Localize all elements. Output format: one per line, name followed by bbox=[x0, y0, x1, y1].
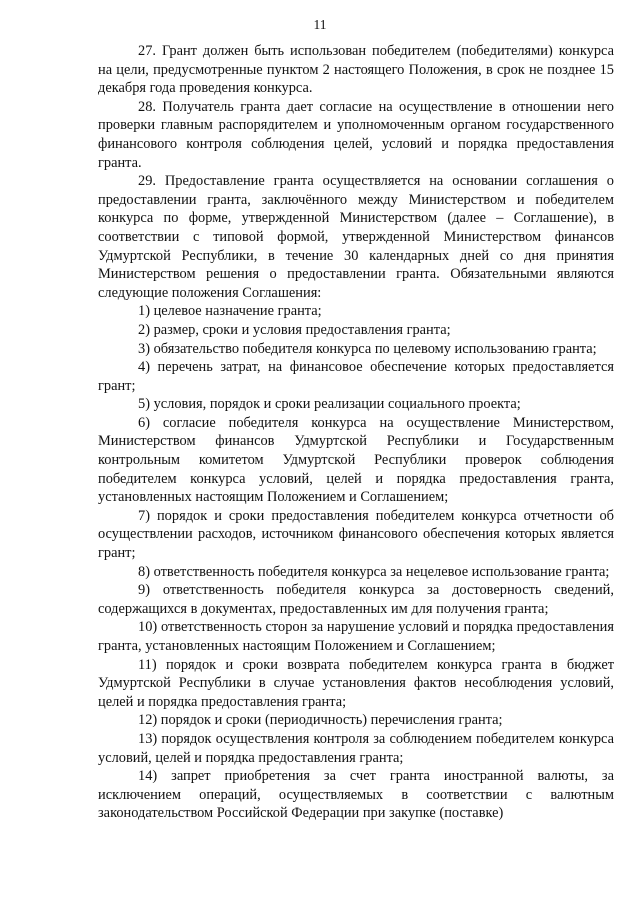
list-item: 1) целевое назначение гранта; bbox=[138, 303, 322, 320]
list-item: 4) перечень затрат, на финансовое обеспечение которых предоставляется грант; bbox=[98, 359, 614, 394]
document-body bbox=[98, 42, 614, 823]
list-item: 9) ответственность победителя конкурса за достоверность сведений, содержащихся в документах, предоставленных им для получения гранта; bbox=[98, 582, 614, 617]
list-item: 12) порядок и сроки (периодичность) перечисления гранта; bbox=[138, 712, 503, 729]
list-item: 8) ответственность победителя конкурса за нецелевое использование гранта; bbox=[138, 563, 610, 580]
paragraph-29: 29. Предоставление гранта осуществляется на основании соглашения о предоставлении гранта, заключённого между Министерством и победителем конкурса по форме, утвержденной Министерством (далее – Соглашение), в соответствии с типовой формой, утвержденной Министерством финансов Удмуртской Республики, в течение 30 календарных дней со дня принятия Министерством решения о предоставлении гранта. Обязательными являются следующие положения Соглашения: bbox=[98, 173, 614, 301]
list-item: 7) порядок и сроки предоставления победителем конкурса отчетности об осуществлении расходов, источником финансового обеспечения которых является грант; bbox=[98, 507, 614, 562]
list-item: 13) порядок осуществления контроля за соблюдением победителем конкурса условий, целей и порядка предоставления гранта; bbox=[98, 730, 614, 766]
paragraph-27: 27. Грант должен быть использован победителем (победителями) конкурса на цели, предусмотренные пунктом 2 настоящего Положения, в срок не позднее 15 декабря года проведения конкурса. bbox=[98, 43, 614, 97]
list-item: 3) обязательство победителя конкурса по целевому использованию гранта; bbox=[138, 340, 597, 357]
paragraph-28: 28. Получатель гранта дает согласие на осуществление в отношении него проверки главным распорядителем и уполномоченным органом государственного финансового контроля соблюдения целей, условий и порядка предоставления гранта. bbox=[98, 98, 614, 171]
list-item: 14) запрет приобретения за счет гранта иностранной валюты, за исключением операций, осуществляемых в соответствии с валютным законодательством Российской Федерации при закупке (поставке) bbox=[98, 768, 614, 822]
page-number: 11 bbox=[313, 17, 327, 32]
list-item: 10) ответственность сторон за нарушение условий и порядка предоставления гранта, установленных настоящим Положением и Соглашением; bbox=[98, 619, 614, 654]
list-item: 6) согласие победителя конкурса на осуществление Министерством, Министерством финансов Удмуртской Республики и Государственным контрольным комитетом Удмуртской Республики проверок соблюдения победителем конкурса условий, целей и порядка предоставления гранта, установленных настоящим Положением и Соглашением; bbox=[98, 414, 614, 506]
list-item: 2) размер, сроки и условия предоставления гранта; bbox=[138, 321, 451, 338]
list-item: 11) порядок и сроки возврата победителем конкурса гранта в бюджет Удмуртской Республики в случае установления фактов несоблюдения условий, целей и порядка предоставления гранта; bbox=[98, 656, 614, 710]
list-item: 5) условия, порядок и сроки реализации социального проекта; bbox=[138, 396, 521, 413]
